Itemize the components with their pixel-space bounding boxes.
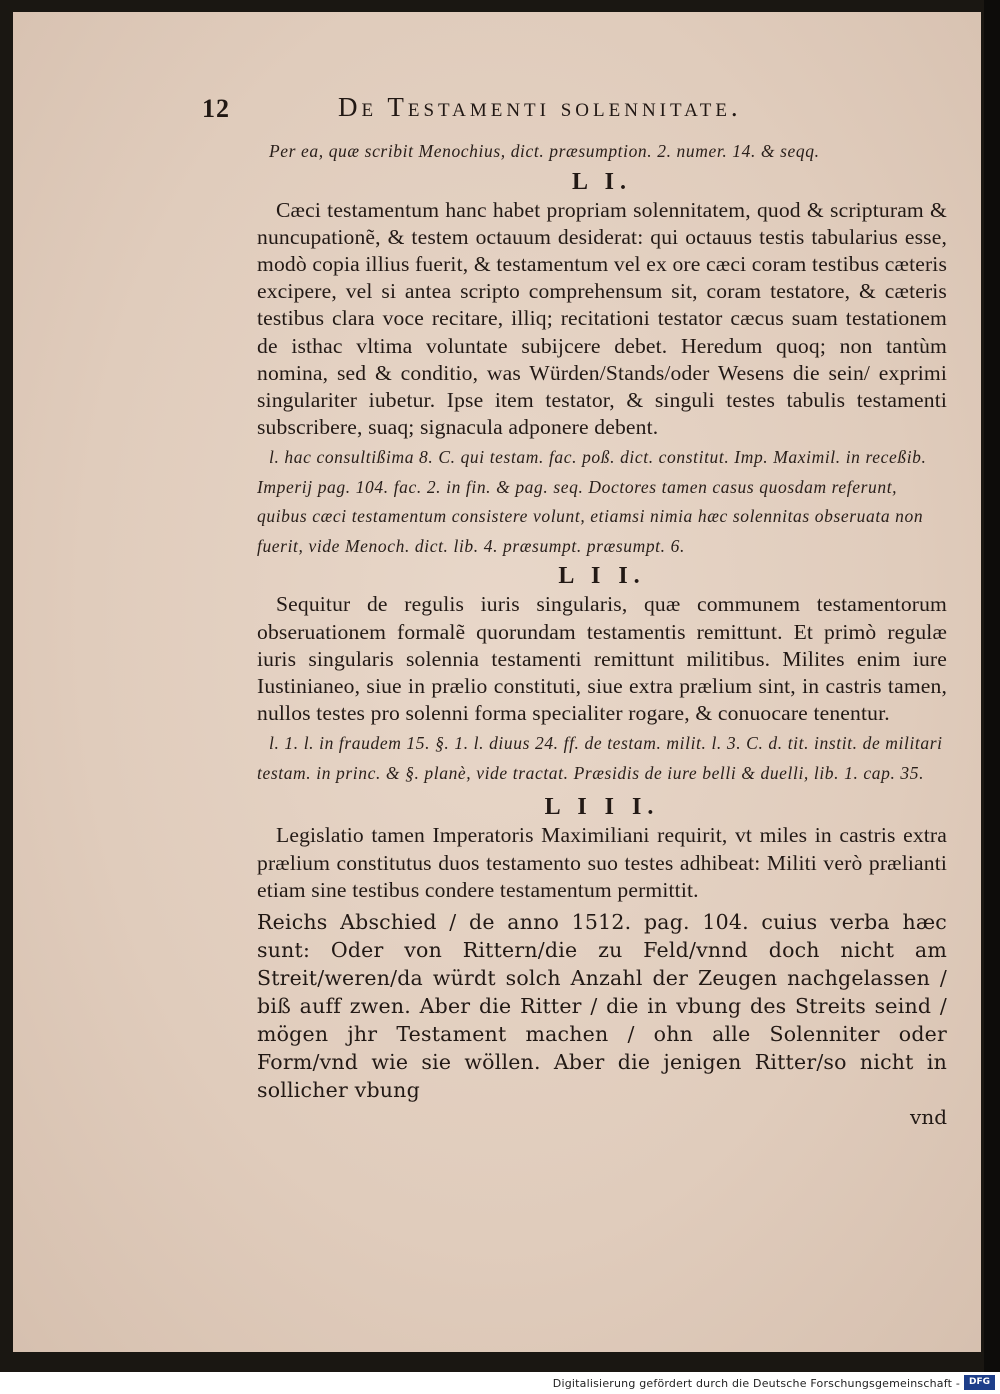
citation-paragraph: l. hac consultißima 8. C. qui testam. fac. poß. dict. constitut. Imp. Maximil. in receßib. Imperij pag. 104. fac. 2. in fin. & pag. seq. Doctores tamen casus quosdam referunt, quibus cæci testamentum consistere volunt, etiamsi nimia hæc solennitas obseruata non fuerit, vide Menoch. dict. lib. 4. præsumpt. præsumpt. 6. — [257, 447, 927, 556]
section-number: L I I. — [558, 563, 646, 590]
digitization-footer — [0, 1372, 1000, 1394]
text-block — [257, 137, 947, 1130]
scan-edge-bar — [984, 0, 1000, 1372]
page-number: 12 — [202, 94, 230, 123]
book-page — [13, 12, 981, 1352]
body-paragraph: Sequitur de regulis iuris singularis, quæ communem testamentorum obseruationem formalẽ quorundam testamentis remittunt. Et primò regulæ iuris singularis solennia testamenti remittunt militibus. Milites enim iure Iustinianeo, siue in prælio constituti, siue extra prælium sint, in castris tamen, nullos testes pro solenni forma specialiter rogare, & conuocare tenentur. — [257, 592, 947, 726]
running-head: De Testamenti solennitate. — [338, 92, 742, 122]
german-quotation: Reichs Abschied / de anno 1512. pag. 104. cuius verba hæc sunt: Oder von Rittern/die zu Feld/vnnd doch nicht am Streit/weren/da würdt solch Anzahl der Zeugen nachgelassen / biß auff zwen. Aber die Ritter / die in vbung des Streits seind / mögen jhr Testament machen / ohn alle Solenniter oder Form/vnd wie sie wöllen. Aber die jenigen Ritter/so nicht in sollicher vbung — [257, 909, 947, 1102]
citation-paragraph: l. 1. l. in fraudem 15. §. 1. l. diuus 24. ff. de testam. milit. l. 3. C. d. tit. instit. de militari testam. in princ. & §. planè, vide tractat. Præsidis de iure belli & duelli, lib. 1. cap. 35. — [257, 733, 943, 783]
dfg-logo-icon: DFG — [964, 1375, 995, 1390]
body-paragraph: Legislatio tamen Imperatoris Maximiliani requirit, vt miles in castris extra prælium constitutus duos testamento suo testes adhibeat: Militi verò prælianti etiam sine testibus condere testamentum permittit. — [257, 823, 947, 902]
page-header — [13, 88, 981, 128]
section-number: L I I I. — [544, 794, 660, 821]
section-number: L I. — [571, 168, 633, 195]
funding-credit: Digitalisierung gefördert durch die Deutsche Forschungsgemeinschaft - — [552, 1377, 960, 1390]
citation-paragraph: Per ea, quæ scribit Menochius, dict. præsumption. 2. numer. 14. & seqq. — [269, 141, 820, 161]
body-paragraph: Cæci testamentum hanc habet propriam solennitatem, quod & scripturam & nuncupationẽ, & testem octauum desiderat: qui octauus testis tabularius esse, modò copia illius fuerit, & testamentum vel ex ore cæci coram testibus cæteris excipere, vel si antea scripto comprehensum sit, coram testatore, & cæteris testibus clara voce recitare, illiq; recitationi testator cæcus suam testationem de isthac vltima voluntate subijcere debet. Heredum quoq; non tantùm nomina, sed & conditio, was Würden/Stands/oder Wesens die sein/ exprimi singulariter iubetur. Ipse item testator, & singuli testes tabulis testamenti subscribere, suaq; signacula adponere debent. — [257, 197, 947, 440]
catchword: vnd — [910, 1104, 947, 1129]
